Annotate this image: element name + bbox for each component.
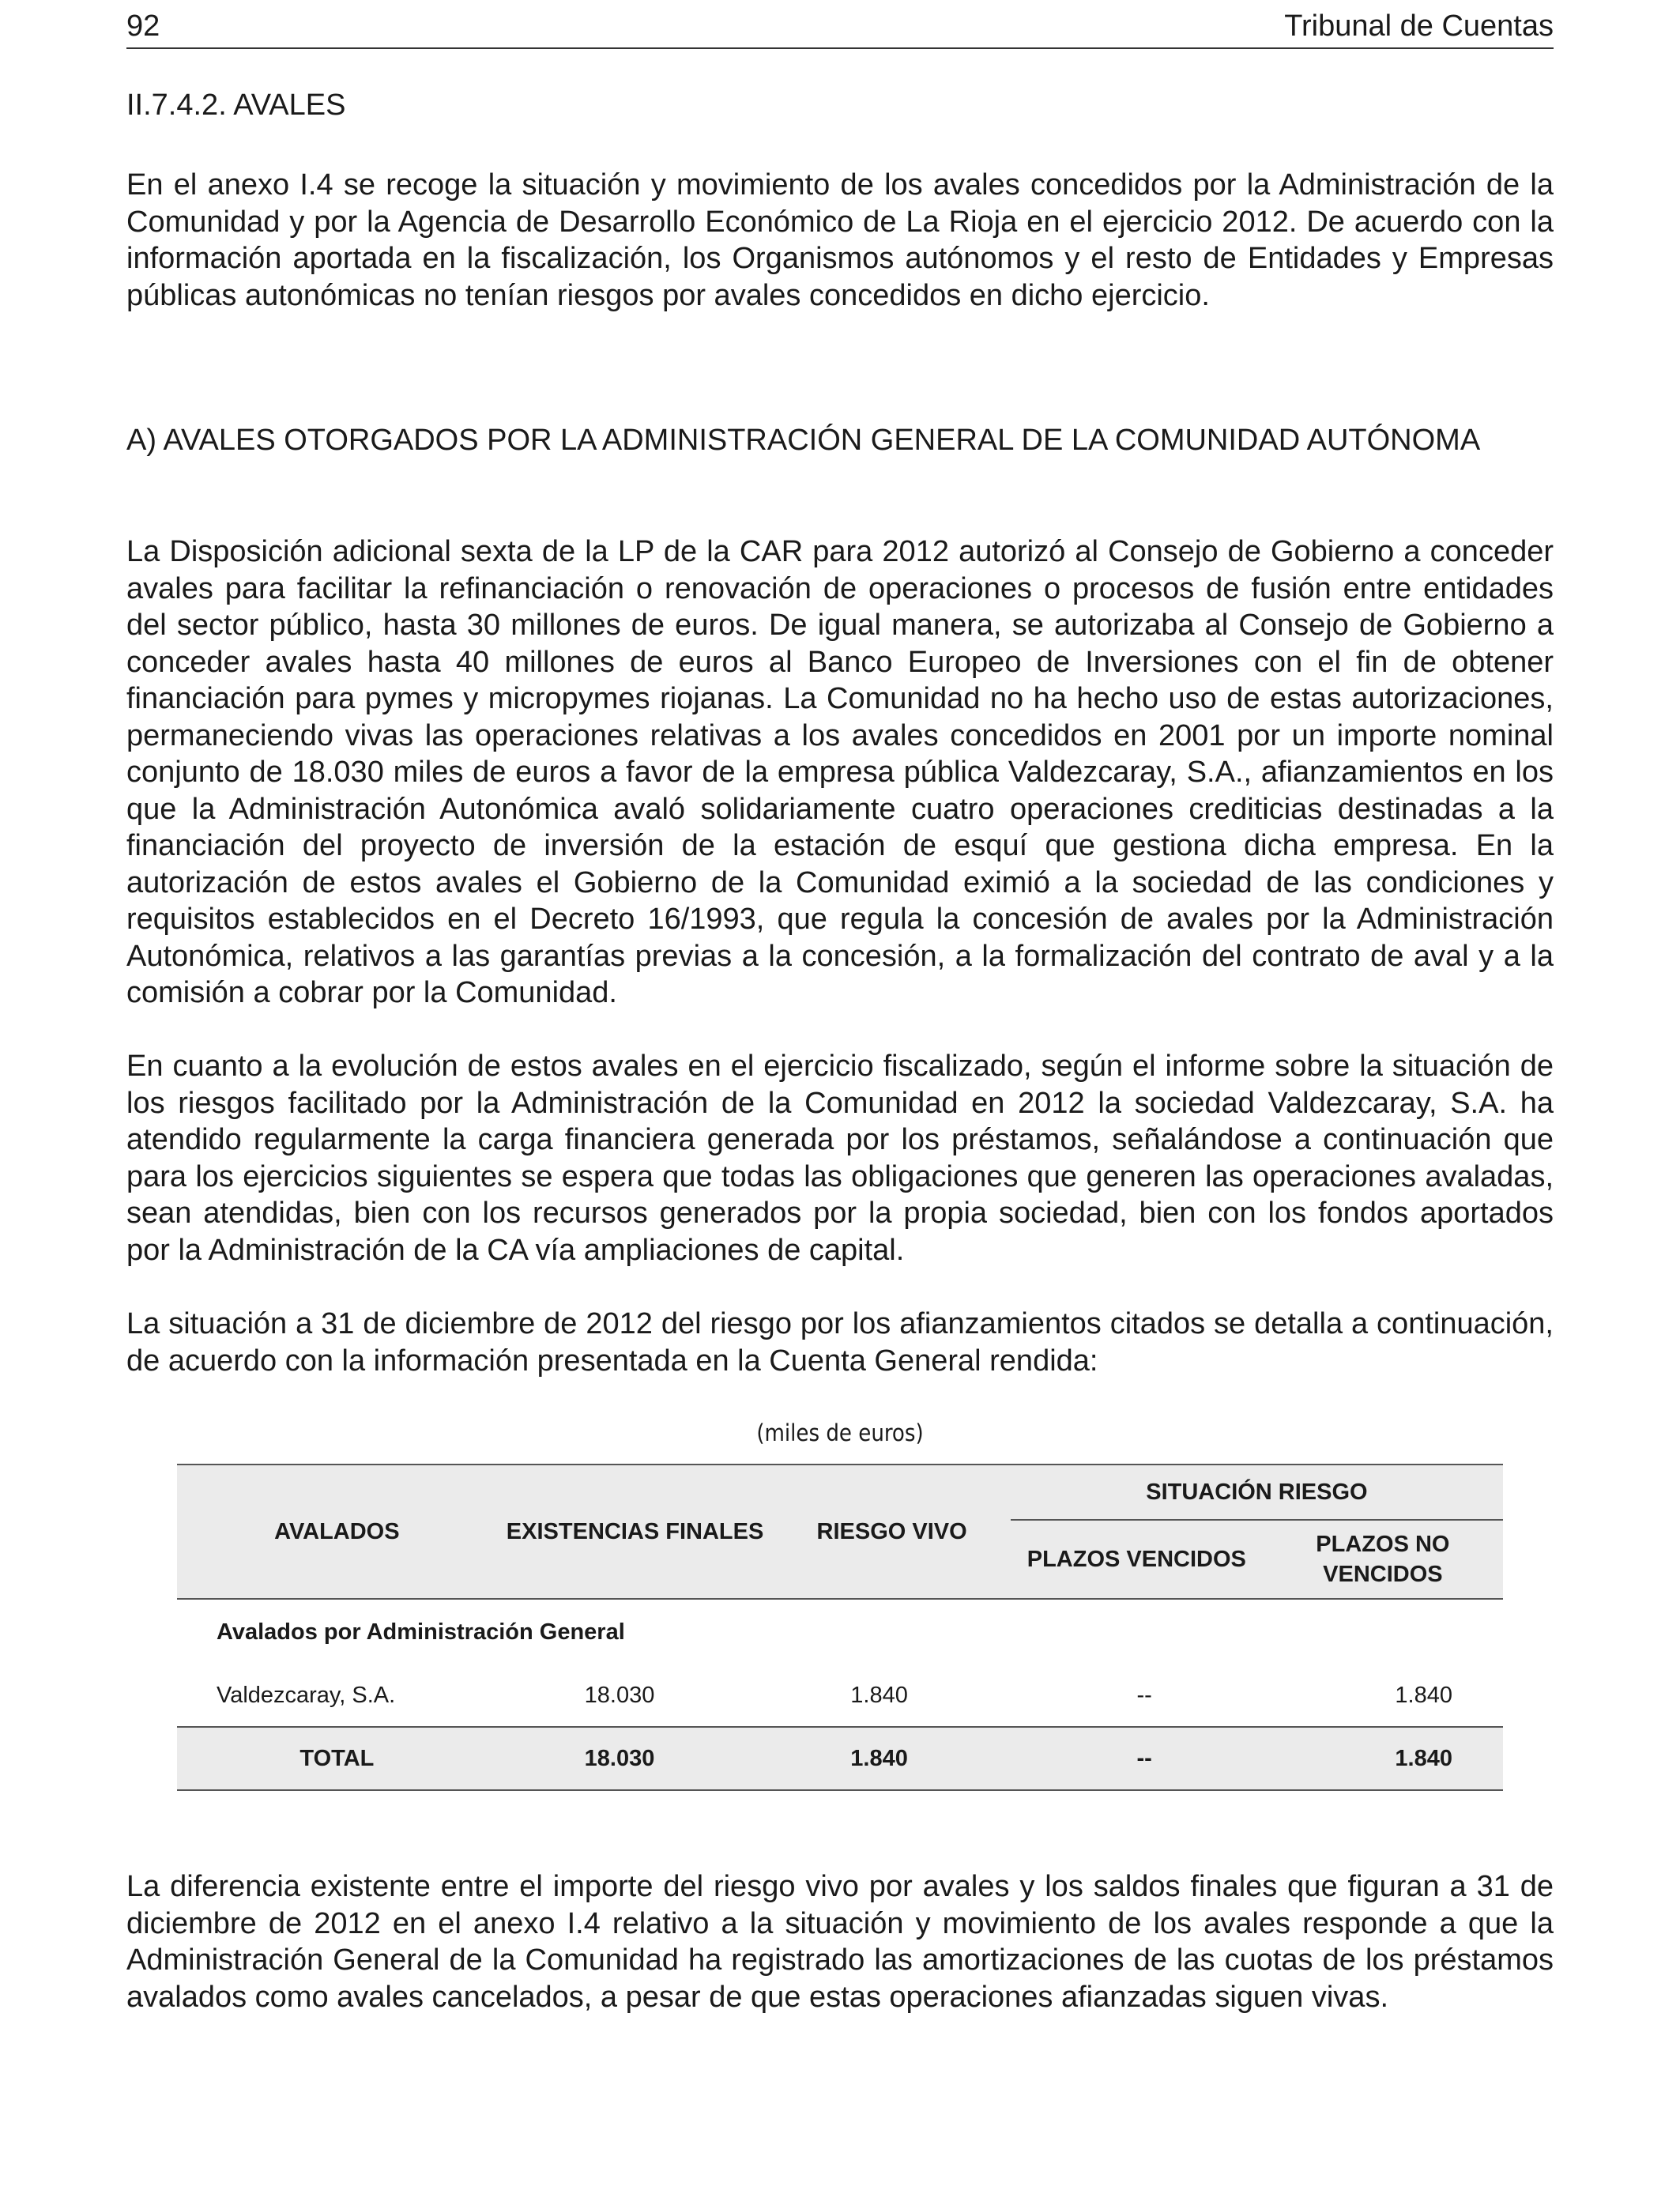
row-existencias: 18.030 [584,1682,655,1708]
subsection-heading: A) AVALES OTORGADOS POR LA ADMINISTRACIÓN GENERAL DE LA COMUNIDAD AUTÓNOMA [126,424,1481,457]
page-header [126,6,1554,49]
intro-paragraph: En el anexo I.4 se recoge la situación y movimiento de los avales concedidos por la Administración de la Comunidad y por la Agencia de Desarrollo Económico de La Rioja en el ejercicio 2012. De acuerdo con la información aportada en la fiscalización, los Organismos autónomos y el resto de Entidades y Empresas públicas autonómicas no tenían riesgos por avales concedidos en dicho ejercicio. [126,168,1554,312]
section-heading: II.7.4.2. AVALES [126,89,346,122]
total-riesgo-vivo: 1.840 [773,1727,1011,1790]
table-group-row [177,1599,1503,1664]
body-paragraph-3: La situación a 31 de diciembre de 2012 del riesgo por los afianzamientos citados se detalla a continuación, de acuerdo con la información presentada en la Cuenta General rendida: [126,1307,1554,1378]
row-plazos-vencidos: -- [1136,1682,1152,1708]
avales-table-container [177,1464,1503,1791]
header-plazos-no-vencidos: PLAZOS NO VENCIDOS [1263,1520,1503,1599]
body-paragraph-1: La Disposición adicional sexta de la LP de la CAR para 2012 autorizó al Consejo de Gobierno a conceder avales para facilitar la refinanciación o renovación de operaciones o procesos de fusión entre entidades del sector público, hasta 30 millones de euros. De igual manera, se autorizaba al Consejo de Gobierno a conceder avales hasta 40 millones de euros al Banco Europeo de Inversiones con el fin de obtener financiación para pymes y micropymes riojanas. La Comunidad no ha hecho uso de estas autorizaciones, permaneciendo vivas las operaciones relativas a los avales concedidos en 2001 por un importe nominal conjunto de 18.030 miles de euros a favor de la empresa pública Valdezcaray, S.A., afianzamientos en los que la Administración Autonómica avaló solidariamente cuatro operaciones crediticias destinadas a la financiación del proyecto de inversión de la estación de esquí que gestiona dicha empresa. En la autorización de estos avales el Gobierno de la Comunidad eximió a la sociedad de las condiciones y requisitos establecidos en el Decreto 16/1993, que regula la concesión de avales por la Administración Autonómica, relativos a las garantías previas a la concesión, a la formalización del contrato de aval y a la comisión a cobrar por la Comunidad. [126,535,1554,1009]
avales-table [177,1464,1503,1791]
header-situacion-riesgo: SITUACIÓN RIESGO [1011,1465,1503,1520]
body-paragraph-2: En cuanto a la evolución de estos avales en el ejercicio fiscalizado, según el informe sobre la situación de los riesgos facilitado por la Administración de la Comunidad en 2012 la sociedad Valdezcaray, S.A. ha atendido regularmente la carga financiera generada por los préstamos, señalándose a continuación que para los ejercicios siguientes se espera que todas las obligaciones que generen las operaciones avaladas, sean atendidas, bien con los recursos generados por la propia sociedad, bien con los fondos aportados por la Administración de la CA vía ampliaciones de capital. [126,1050,1554,1267]
total-existencias: 18.030 [497,1727,774,1790]
body-paragraph-4: La diferencia existente entre el importe del riesgo vivo por avales y los saldos finales que figuran a 31 de diciembre de 2012 en el anexo I.4 relativo a la situación y movimiento de los avales responde a que la Administración General de la Comunidad ha registrado las amortizaciones de las cuotas de los préstamos avalados como avales cancelados, a pesar de que estas operaciones afianzadas siguen vivas. [126,1870,1554,2014]
row-riesgo-vivo: 1.840 [850,1682,908,1708]
page-number: 92 [126,9,160,43]
table-total-row [177,1727,1503,1790]
row-name: Valdezcaray, S.A. [217,1682,396,1708]
header-plazos-vencidos: PLAZOS VENCIDOS [1011,1520,1263,1599]
table-units-caption: (miles de euros) [756,1419,924,1446]
header-avalados: AVALADOS [177,1465,497,1599]
total-label: TOTAL [177,1727,497,1790]
group-label: Avalados por Administración General [217,1619,625,1645]
header-title: Tribunal de Cuentas [1284,9,1554,43]
header-existencias-finales: EXISTENCIAS FINALES [497,1465,774,1599]
header-riesgo-vivo: RIESGO VIVO [773,1465,1011,1599]
table-row [177,1664,1503,1727]
total-plazos-no-vencidos: 1.840 [1263,1727,1503,1790]
total-plazos-vencidos: -- [1011,1727,1263,1790]
row-plazos-no-vencidos: 1.840 [1395,1682,1452,1708]
